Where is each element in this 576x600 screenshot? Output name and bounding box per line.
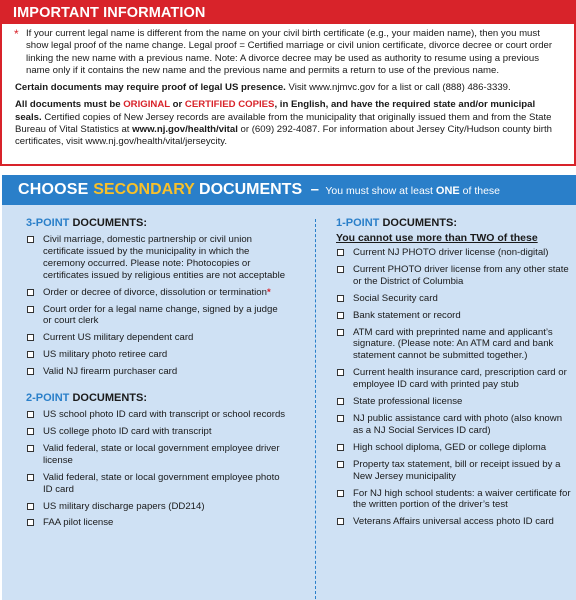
list-item[interactable] — [336, 264, 572, 288]
checkbox-icon[interactable] — [27, 474, 34, 481]
list-item[interactable] — [26, 349, 288, 361]
list-item-label: Current PHOTO driver license from any other state or the District of Columbia — [353, 263, 569, 287]
checkbox-icon[interactable] — [27, 334, 34, 341]
list-item[interactable] — [26, 472, 288, 496]
checkbox-icon[interactable] — [27, 368, 34, 375]
checkbox-icon[interactable] — [337, 249, 344, 256]
termination-asterisk: * — [266, 286, 271, 298]
list-item[interactable] — [26, 443, 288, 467]
list-item[interactable] — [26, 426, 288, 438]
list-item[interactable] — [26, 501, 288, 513]
heading-dash: – — [310, 181, 319, 198]
two-point-rest: DOCUMENTS: — [69, 392, 148, 405]
list-item-label: FAA pilot license — [43, 517, 114, 529]
original-keyword: ORIGINAL — [123, 99, 170, 111]
list-item[interactable] — [26, 234, 288, 282]
two-point-list — [26, 409, 288, 529]
list-item-label: US military photo retiree card — [43, 349, 168, 361]
list-item-label: Valid federal, state or local government employee photo ID card — [43, 471, 280, 495]
subtitle-a: You must show at least — [325, 185, 436, 197]
list-item-label: US military discharge papers (DD214) — [43, 500, 205, 512]
legal-presence-bold: Certain documents may require proof of legal US presence. — [15, 82, 286, 94]
list-item[interactable] — [336, 293, 572, 305]
name-change-paragraph — [15, 28, 564, 77]
list-item-label: Valid NJ firearm purchaser card — [43, 366, 178, 378]
list-item[interactable] — [336, 327, 572, 363]
list-item[interactable] — [26, 304, 288, 328]
list-item-label: State professional license — [353, 396, 463, 408]
checkbox-icon[interactable] — [27, 289, 34, 296]
important-information-body — [2, 24, 574, 149]
checkbox-icon[interactable] — [27, 411, 34, 418]
vital-statistics-link: www.nj.gov/health/vital — [132, 124, 238, 136]
list-item[interactable] — [26, 332, 288, 344]
one-point-num: 1-POINT — [336, 217, 380, 229]
heading-subtitle — [325, 185, 500, 197]
three-point-title — [26, 217, 288, 229]
list-item-label: Veterans Affairs universal access photo ID card — [353, 516, 554, 528]
list-item[interactable] — [26, 517, 288, 529]
important-information-heading: IMPORTANT INFORMATION — [2, 2, 574, 24]
list-item[interactable] — [336, 367, 572, 391]
list-item-label: Current health insurance card, prescription card or employee ID card with printed pay stub — [353, 367, 567, 391]
list-item[interactable] — [336, 442, 572, 454]
list-item-label: Bank statement or record — [353, 309, 461, 321]
legal-presence-text: Visit www.njmvc.gov for a list or call (888) 486-3339. — [285, 82, 511, 94]
original-text-d: or (609) 292-4087. For information about Jersey City/Hudson county birth certificates, visit www.nj.gov/health/vital/jerseycity. — [15, 124, 552, 148]
original-or: or — [169, 99, 185, 111]
heading-secondary: SECONDARY — [93, 181, 195, 198]
heading-choose: CHOOSE — [18, 181, 94, 198]
list-item-label: Current NJ PHOTO driver license (non-digital) — [353, 247, 549, 258]
original-documents-paragraph — [15, 99, 564, 148]
one-point-title — [336, 217, 572, 229]
secondary-documents-heading — [2, 175, 576, 205]
list-item-label: Court order for a legal name change, signed by a judge or court clerk — [43, 303, 278, 327]
list-item-label: Social Security card — [353, 292, 438, 304]
three-point-num: 3-POINT — [26, 217, 70, 229]
name-change-text: If your current legal name is different from the name on your civil birth certificate (e.g., your maiden name), then you must show legal proof of the name change. Legal proof = Certified marriage or civil union certificate, divorce decree or court order linking the new name with a previous name. Note: A divorce decree may be used as authority to resume using a previous name only if it contains the new name and the previous name and permits a return to use of the previous name. — [26, 28, 553, 76]
three-point-list — [26, 234, 288, 378]
list-item[interactable] — [26, 409, 288, 421]
checkbox-icon[interactable] — [337, 266, 344, 273]
checkbox-icon[interactable] — [27, 428, 34, 435]
two-point-title — [26, 392, 288, 404]
checkbox-icon[interactable] — [337, 329, 344, 336]
checkbox-icon[interactable] — [337, 490, 344, 497]
checkbox-icon[interactable] — [27, 519, 34, 526]
list-item-label: NJ public assistance card with photo (also known as a NJ Social Services ID card) — [353, 412, 563, 436]
left-column — [26, 217, 288, 534]
list-item[interactable] — [26, 287, 288, 299]
two-point-num: 2-POINT — [26, 392, 70, 405]
list-item[interactable] — [336, 488, 572, 512]
checkbox-icon[interactable] — [337, 295, 344, 302]
list-item-label: Order or decree of divorce, dissolution or termination — [43, 286, 267, 298]
checkbox-icon[interactable] — [337, 444, 344, 451]
checkbox-icon[interactable] — [337, 518, 344, 525]
original-text-c: Certified copies of New Jersey records are available from the municipality that originally issued them and from the State Bureau of Vital Statistics at — [15, 111, 552, 136]
list-item[interactable] — [336, 396, 572, 408]
list-item-label: ATM card with preprinted name and applicant’s signature. (Please note: An ATM card and bank statement cannot be submitted together.) — [353, 326, 554, 362]
list-item[interactable] — [336, 516, 572, 528]
list-item-label: Property tax statement, bill or receipt issued by a New Jersey municipality — [353, 458, 561, 482]
list-item[interactable] — [336, 247, 572, 259]
subtitle-one: ONE — [435, 185, 460, 197]
checkbox-icon[interactable] — [337, 369, 344, 376]
list-item-label: US school photo ID card with transcript or school records — [43, 409, 286, 421]
secondary-documents-panel — [2, 175, 576, 600]
list-item-label: For NJ high school students: a waiver certificate for the written portion of the driver’s test — [353, 487, 571, 511]
list-item[interactable] — [26, 366, 288, 378]
list-item[interactable] — [336, 413, 572, 437]
list-item-label: Civil marriage, domestic partnership or civil union certificate issued by the municipality in which the ceremony occurred. Please note: Photocopies or certificates issued by religious entities are not acceptable — [43, 234, 286, 281]
list-item[interactable] — [336, 310, 572, 322]
one-point-limit: You cannot use more than TWO of these — [336, 232, 538, 244]
checkbox-icon[interactable] — [27, 503, 34, 510]
column-divider — [315, 219, 316, 599]
checkbox-icon[interactable] — [27, 236, 34, 243]
checkbox-icon[interactable] — [337, 461, 344, 468]
checkbox-icon[interactable] — [27, 306, 34, 313]
heading-documents: DOCUMENTS — [194, 181, 303, 198]
important-information-box — [0, 0, 576, 166]
legal-presence-paragraph — [15, 82, 564, 94]
checkbox-icon[interactable] — [337, 398, 344, 405]
checkbox-icon[interactable] — [337, 415, 344, 422]
certified-copies-keyword: CERTIFIED COPIES — [184, 99, 275, 111]
three-point-rest: DOCUMENTS: — [69, 217, 148, 229]
original-text-a: All documents must be — [15, 99, 124, 111]
list-item[interactable] — [336, 459, 572, 483]
checkbox-icon[interactable] — [27, 445, 34, 452]
checkbox-icon[interactable] — [337, 312, 344, 319]
subtitle-b: of these — [459, 185, 501, 197]
asterisk-icon: * — [14, 27, 19, 41]
checkbox-icon[interactable] — [27, 351, 34, 358]
one-point-rest: DOCUMENTS: — [379, 217, 458, 229]
list-item-label: US college photo ID card with transcript — [43, 425, 212, 437]
list-item-label: Current US military dependent card — [43, 332, 194, 344]
original-text-b: , in English, and have the required state and/or municipal seals. — [15, 99, 536, 123]
right-column — [336, 217, 572, 533]
one-point-list — [336, 247, 572, 528]
list-item-label: Valid federal, state or local government employee driver license — [43, 442, 280, 466]
list-item-label: High school diploma, GED or college diploma — [353, 441, 547, 453]
